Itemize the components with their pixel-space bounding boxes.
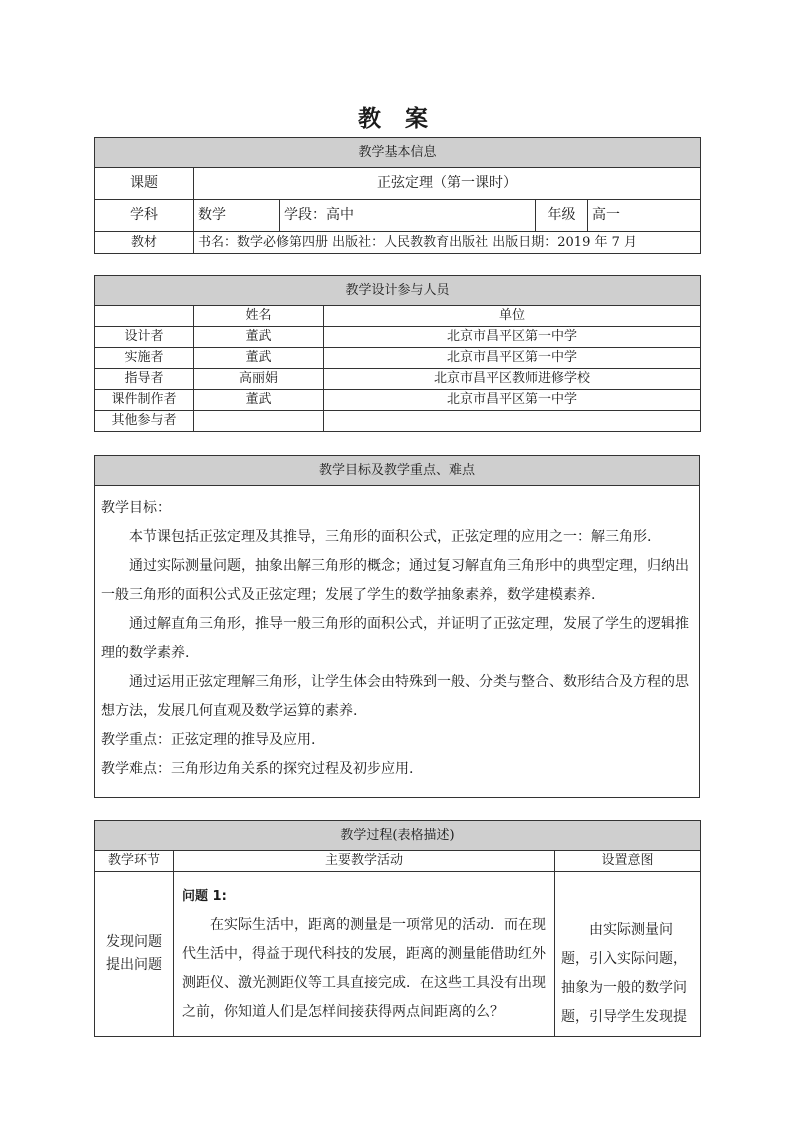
role-col-header <box>95 306 194 327</box>
process-header: 教学过程(表格描述) <box>95 821 701 851</box>
activity-col-header: 主要教学活动 <box>174 851 555 872</box>
goals-title: 教学目标： <box>101 500 171 516</box>
process-table <box>94 820 701 1037</box>
participant-role: 实施者 <box>95 348 194 369</box>
goal-paragraph: 通过解直角三角形，推导一般三角形的面积公式，并证明了正弦定理，发展了学生的逻辑推理的数学素养. <box>101 616 689 661</box>
intent-col-header: 设置意图 <box>555 851 701 872</box>
stage-col-header: 教学环节 <box>95 851 174 872</box>
participant-name <box>194 411 324 432</box>
table-row <box>95 411 701 432</box>
stage-cell <box>95 872 174 1037</box>
participant-name: 董武 <box>194 390 324 411</box>
table-row <box>95 390 701 411</box>
textbook-value: 书名：数学必修第四册 出版社：人民教教育出版社 出版日期：2019 年 7 月 <box>194 232 701 254</box>
activity-cell <box>174 872 555 1037</box>
name-col-header: 姓名 <box>194 306 324 327</box>
participants-header: 教学设计参与人员 <box>95 276 701 306</box>
table-row <box>95 369 701 390</box>
participant-role: 课件制作者 <box>95 390 194 411</box>
subject-value: 数学 <box>194 200 280 232</box>
participant-unit <box>324 411 701 432</box>
grade-label: 年级 <box>536 200 588 232</box>
participant-unit: 北京市昌平区第一中学 <box>324 390 701 411</box>
topic-value: 正弦定理（第一课时） <box>194 168 701 200</box>
textbook-label: 教材 <box>95 232 194 254</box>
participant-name: 董武 <box>194 327 324 348</box>
question-text: 在实际生活中，距离的测量是一项常见的活动．而在现代生活中，得益于现代科技的发展，距离的测量能借助红外测距仪、激光测距仪等工具直接完成．在这些工具没有出现之前，你知道人们是怎样间接获得两点间距离的么？ <box>182 917 546 1020</box>
participant-unit: 北京市昌平区教师进修学校 <box>324 369 701 390</box>
stage-text-cell: 发现问题 提出问题 <box>106 934 162 973</box>
intent-text: 由实际测量问题，引入实际问题，抽象为一般的数学问题，引导学生发现提 <box>561 922 687 1025</box>
difficulty: 教学难点：三角形边角关系的探究过程及初步应用. <box>101 761 414 777</box>
unit-col-header: 单位 <box>324 306 701 327</box>
document-title: 教 案 <box>357 106 436 132</box>
goals-content <box>95 486 700 798</box>
table-row <box>95 348 701 369</box>
question-title: 问题 1: <box>182 889 227 904</box>
goal-paragraph: 通过实际测量问题，抽象出解三角形的概念；通过复习解直角三角形中的典型定理，归纳出一般三角形的面积公式及正弦定理；发展了学生的数学抽象素养，数学建模素养. <box>101 558 689 603</box>
participant-name: 高丽娟 <box>194 369 324 390</box>
participants-table <box>94 275 701 432</box>
grade-value: 高一 <box>588 200 701 232</box>
goals-table <box>94 455 700 798</box>
goals-header: 教学目标及教学重点、难点 <box>95 456 700 486</box>
subject-label: 学科 <box>95 200 194 232</box>
participant-unit: 北京市昌平区第一中学 <box>324 327 701 348</box>
participant-role: 其他参与者 <box>95 411 194 432</box>
key-point: 教学重点：正弦定理的推导及应用. <box>101 732 316 748</box>
goal-paragraph: 本节课包括正弦定理及其推导，三角形的面积公式，正弦定理的应用之一：解三角形. <box>129 529 652 545</box>
intent-cell <box>555 872 701 1037</box>
goal-paragraph: 通过运用正弦定理解三角形，让学生体会由特殊到一般、分类与整合、数形结合及方程的思想方法，发展几何直观及数学运算的素养. <box>101 674 689 719</box>
participant-role: 指导者 <box>95 369 194 390</box>
participant-role: 设计者 <box>95 327 194 348</box>
topic-label: 课题 <box>95 168 194 200</box>
basic-info-header: 教学基本信息 <box>95 138 701 168</box>
table-row <box>95 872 701 1037</box>
participant-unit: 北京市昌平区第一中学 <box>324 348 701 369</box>
participant-name: 董武 <box>194 348 324 369</box>
table-row <box>95 327 701 348</box>
stage-text: 学段：高中 <box>280 200 536 232</box>
basic-info-table <box>94 137 701 254</box>
